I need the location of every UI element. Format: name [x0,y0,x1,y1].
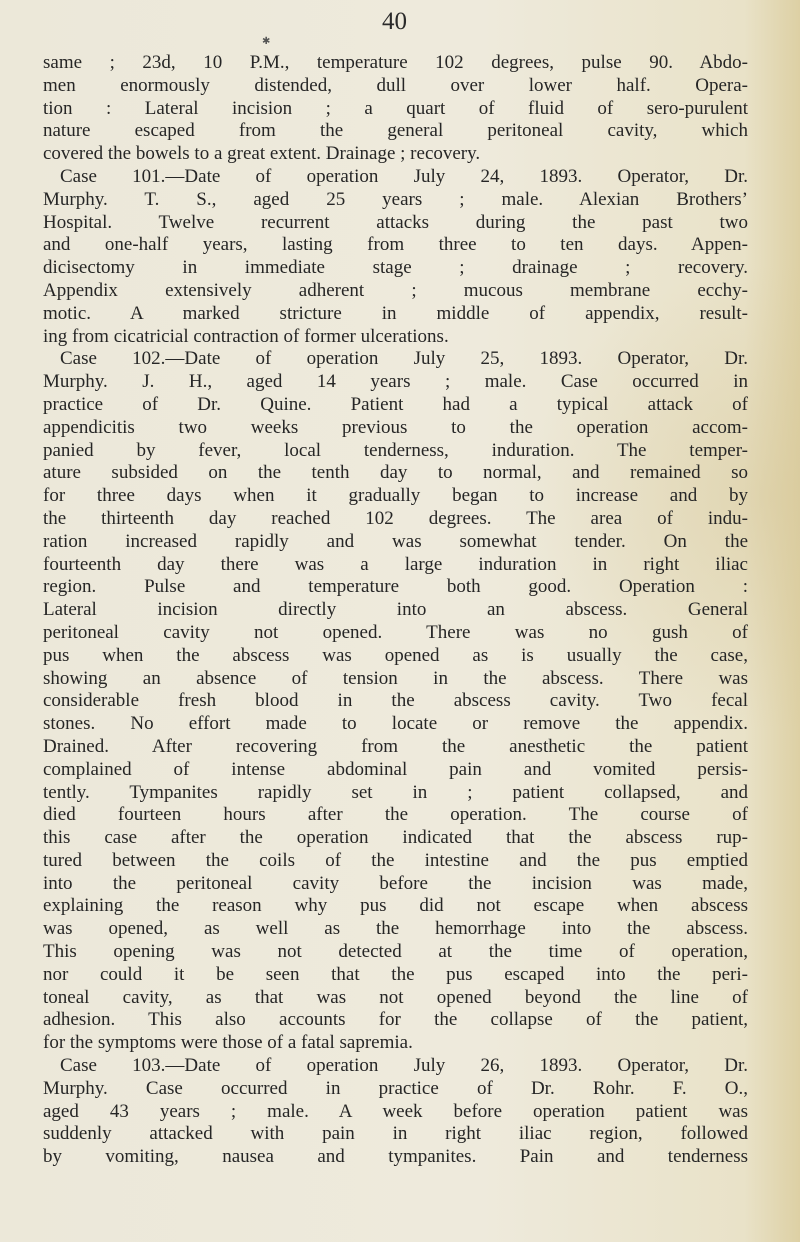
text-line: adhesion. This also accounts for the collapse of the patient, [43,1009,748,1031]
text-line: covered the bowels to a great extent. Drainage ; recovery. [43,143,481,165]
text-line: Case 102.—Date of operation July 25, 1893. Operator, Dr. [60,348,748,370]
text-line: Case 103.—Date of operation July 26, 1893. Operator, Dr. [60,1055,748,1077]
text-line: tured between the coils of the intestine and the pus emptied [43,849,748,871]
text-line: toneal cavity, as that was not opened beyond the line of [43,986,748,1008]
text-line: by vomiting, nausea and tympanites. Pain and tenderness [43,1146,748,1168]
text-line: Murphy. Case occurred in practice of Dr. Rohr. F. O., [43,1077,748,1099]
text-line: men enormously distended, dull over lower half. Opera- [43,74,748,96]
text-line: panied by fever, local tenderness, induration. The temper- [43,439,748,461]
text-line: This opening was not detected at the time of operation, [43,941,748,963]
text-line: ing from cicatricial contraction of former ulcerations. [43,325,449,347]
text-line: Drained. After recovering from the anesthetic the patient [43,735,748,757]
text-line: same ; 23d, 10 P.M., temperature 102 degrees, pulse 90. Abdo- [43,52,748,73]
text-line: aged 43 years ; male. A week before operation patient was [43,1100,748,1122]
text-line: peritoneal cavity not opened. There was no gush of [43,621,748,643]
text-line: ration increased rapidly and was somewhat tender. On the [43,530,748,552]
text-line: Lateral incision directly into an abscess. General [43,599,748,621]
text-line: motic. A marked stricture in middle of appendix, result- [43,302,748,324]
text-line: Appendix extensively adherent ; mucous membrane ecchy- [43,279,748,301]
text-line: and one-half years, lasting from three to ten days. Appen- [43,234,748,256]
text-line: Murphy. J. H., aged 14 years ; male. Case occurred in [43,371,748,393]
text-line: tently. Tympanites rapidly set in ; patient collapsed, and [43,781,748,803]
text-line: tion : Lateral incision ; a quart of fluid of sero-purulent [43,97,748,119]
body-text [43,52,748,1169]
printer-ornament: ✱ [262,36,271,47]
text-line: complained of intense abdominal pain and vomited persis- [43,758,748,780]
text-line: ature subsided on the tenth day to normal, and remained so [43,462,748,484]
text-line: practice of Dr. Quine. Patient had a typical attack of [43,393,748,415]
page-number: 40 [382,8,407,35]
text-line: pus when the abscess was opened as is usually the case, [43,644,748,666]
text-line: stones. No effort made to locate or remove the appendix. [43,713,748,735]
text-line: dicisectomy in immediate stage ; drainage ; recovery. [43,257,748,279]
text-line: appendicitis two weeks previous to the operation accom- [43,416,748,438]
text-line: for the symptoms were those of a fatal sapremia. [43,1032,413,1054]
text-line: explaining the reason why pus did not escape when abscess [43,895,748,917]
text-line: was opened, as well as the hemorrhage into the abscess. [43,918,748,940]
text-line: region. Pulse and temperature both good. Operation : [43,576,748,598]
text-line: into the peritoneal cavity before the incision was made, [43,872,748,894]
text-line: Hospital. Twelve recurrent attacks during the past two [43,211,748,233]
text-line: nature escaped from the general peritoneal cavity, which [43,120,748,142]
text-line: this case after the operation indicated that the abscess rup- [43,827,748,849]
text-line: fourteenth day there was a large induration in right iliac [43,553,748,575]
text-line: showing an absence of tension in the abscess. There was [43,667,748,689]
text-line: died fourteen hours after the operation. The course of [43,804,748,826]
text-line: nor could it be seen that the pus escaped into the peri- [43,963,748,985]
text-line: Murphy. T. S., aged 25 years ; male. Alexian Brothers’ [43,188,748,210]
text-line: considerable fresh blood in the abscess cavity. Two fecal [43,690,748,712]
text-line: for three days when it gradually began to increase and by [43,485,748,507]
text-line: suddenly attacked with pain in right iliac region, followed [43,1123,748,1145]
text-line: Case 101.—Date of operation July 24, 1893. Operator, Dr. [60,165,748,187]
text-line: the thirteenth day reached 102 degrees. The area of indu- [43,507,748,529]
